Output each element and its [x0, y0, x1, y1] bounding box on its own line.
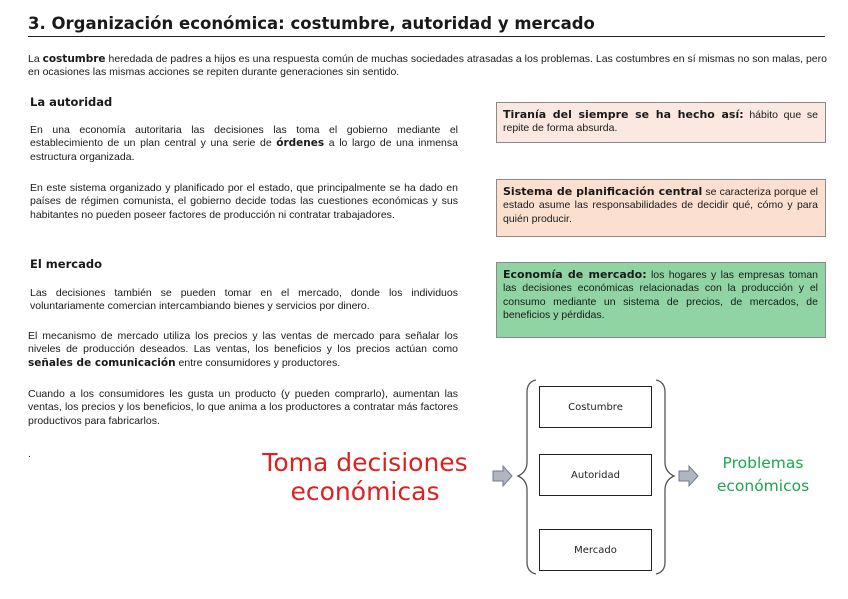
intro-post: heredada de padres a hijos es una respuesta común de muchas sociedades atrasadas a los problemas. Las costumbres en sí mismas no son malas, pero en ocasiones las mismas acciones se repiten durante generaciones sin sentido.	[28, 53, 827, 79]
mercado-paragraph-1: Las decisiones también se pueden tomar en el mercado, donde los individuos voluntariamente comercian intercambiando bienes y servicios por dinero.	[30, 287, 458, 313]
diagram-box-mercado: Mercado	[539, 529, 652, 571]
diagram-right-label	[700, 452, 826, 498]
autoridad-paragraph-2: En este sistema organizado y planificado por el estado, que principalmente se ha dado en países de régimen comunista, el gobierno decide todas las cuestiones económicas y sus habitantes no pueden poseer factores de producción ni contratar trabajadores.	[30, 182, 458, 221]
mercado-paragraph-3: Cuando a los consumidores les gusta un producto (y pueden comprarlo), aumentan las ventas, los precios y los beneficios, lo que anima a los productores a contratar más factores productivos para fabricarlos.	[28, 388, 458, 427]
diagram-right-label-line2: económicos	[716, 477, 810, 495]
mercado-p2-bold: señales de comunicación	[28, 356, 176, 369]
arrow-right-icon	[493, 466, 512, 486]
intro-bold-costumbre: costumbre	[42, 53, 106, 65]
box-economia-mercado-text: los hogares y las empresas toman las decisiones económicas relacionadas con la producción y el consumo mediante un sistema de precios, de mercados, de beneficios y pérdidas.	[503, 269, 819, 321]
diagram-box-costumbre: Costumbre	[539, 386, 652, 428]
left-brace	[518, 380, 536, 574]
heading-mercado: El mercado	[30, 257, 102, 271]
box-tirania-text: hábito que se repite de forma absurda.	[503, 109, 818, 135]
box-planificacion-bold: Sistema de planificación central	[503, 185, 703, 198]
box-planificacion-text: se caracteriza porque el estado asume las responsabilidades de decidir qué, cómo y para quién producir.	[503, 186, 818, 225]
arrow-right-icon	[679, 466, 698, 486]
heading-autoridad: La autoridad	[30, 95, 113, 109]
autoridad-p1-post: a lo largo de una inmensa estructura organizada.	[30, 137, 458, 163]
diagram-box-autoridad: Autoridad	[539, 454, 652, 496]
diagram-left-label-line1: Toma decisiones	[262, 448, 468, 477]
mercado-p2-pre: El mecanismo de mercado utiliza los precios y las ventas de mercado para señalar los niveles de producción deseados. Las ventas, los beneficios y los precios actúan como	[28, 330, 458, 356]
box-economia-mercado-bold: Economía de mercado:	[503, 268, 647, 281]
stray-dot: .	[28, 448, 31, 460]
right-brace	[656, 380, 674, 574]
box-tirania-bold: Tiranía del siempre se ha hecho así:	[503, 108, 744, 121]
diagram-left-label-line2: económicas	[290, 477, 440, 506]
autoridad-p1-pre: En una economía autoritaria las decisiones las toma el gobierno mediante el establecimiento de un plan central y una serie de	[30, 124, 458, 150]
diagram-right-label-line1: Problemas	[722, 454, 804, 472]
mercado-p2-post: entre consumidores y productores.	[175, 356, 341, 369]
autoridad-p1-bold: órdenes	[276, 137, 325, 150]
intro-pre: La	[28, 53, 43, 65]
page-title: 3. Organización económica: costumbre, autoridad y mercado	[28, 14, 825, 37]
